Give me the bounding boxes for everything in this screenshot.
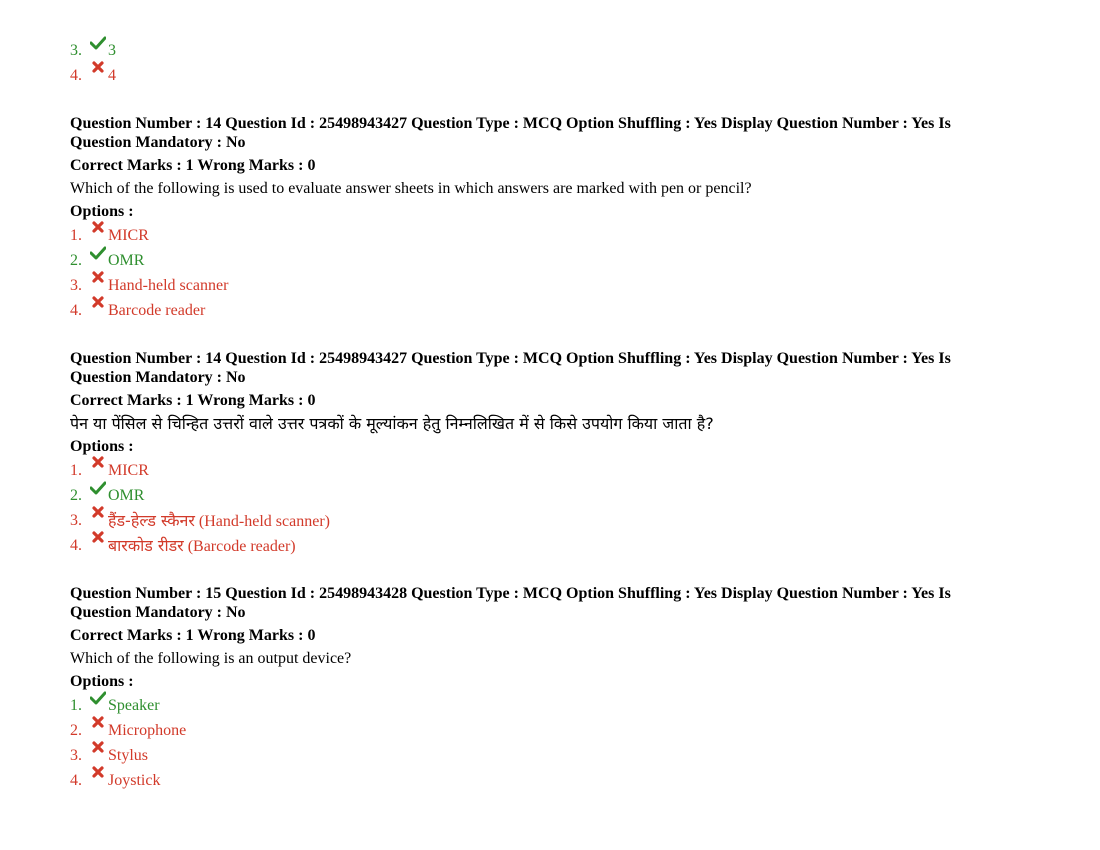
question-block <box>70 114 1030 323</box>
question-header: Question Number : 14 Question Id : 25498943427 Question Type : MCQ Option Shuffling : Yes Display Question Number : Yes Is Question Mandatory : No <box>70 115 951 151</box>
cross-icon <box>88 741 108 759</box>
cross-icon <box>88 221 108 239</box>
check-icon <box>88 36 108 54</box>
option-number: 3. <box>70 42 82 59</box>
question-marks: Correct Marks : 1 Wrong Marks : 0 <box>70 157 316 174</box>
option-row <box>70 458 1030 483</box>
option-number: 3. <box>70 512 82 529</box>
question-marks: Correct Marks : 1 Wrong Marks : 0 <box>70 392 316 409</box>
option-row <box>70 483 1030 508</box>
question-header: Question Number : 15 Question Id : 25498943428 Question Type : MCQ Option Shuffling : Yes Display Question Number : Yes Is Question Mandatory : No <box>70 585 951 621</box>
option-row <box>70 223 1030 248</box>
option-text <box>108 508 330 534</box>
option-text <box>108 533 296 559</box>
options-label: Options : <box>70 673 134 690</box>
option-text: 4 <box>108 67 116 84</box>
option-row <box>70 533 1030 558</box>
option-row <box>70 298 1030 323</box>
option-row <box>70 768 1030 793</box>
document-page <box>70 38 1030 793</box>
option-text: MICR <box>108 227 149 244</box>
option-english-text: (Hand-held scanner) <box>198 512 330 530</box>
question-header: Question Number : 14 Question Id : 25498943427 Question Type : MCQ Option Shuffling : Yes Display Question Number : Yes Is Question Mandatory : No <box>70 350 951 386</box>
option-text: OMR <box>108 487 145 504</box>
option-number: 2. <box>70 722 82 739</box>
option-row <box>70 693 1030 718</box>
cross-icon <box>88 296 108 314</box>
options-label: Options : <box>70 203 134 220</box>
check-icon <box>88 691 108 709</box>
option-number: 3. <box>70 277 82 294</box>
option-row <box>70 718 1030 743</box>
option-text: Speaker <box>108 697 160 714</box>
option-number: 1. <box>70 227 82 244</box>
question-text: पेन या पेंसिल से चिन्हित उत्तरों वाले उत्तर पत्रकों के मूल्यांकन हेतु निम्नलिखित में से किसे उपयोग किया जाता है? <box>70 414 714 433</box>
option-hindi-text: हैंड-हेल्ड स्कैनर <box>108 510 195 530</box>
question-text: Which of the following is an output device? <box>70 650 352 667</box>
cross-icon <box>88 61 108 79</box>
option-text: Microphone <box>108 722 187 739</box>
option-text: Hand-held scanner <box>108 277 229 294</box>
option-row <box>70 63 1030 88</box>
spacer <box>70 558 1030 584</box>
question-text: Which of the following is used to evaluate answer sheets in which answers are marked with pen or pencil? <box>70 180 752 197</box>
option-number: 2. <box>70 487 82 504</box>
cross-icon <box>88 716 108 734</box>
option-number: 2. <box>70 252 82 269</box>
spacer <box>70 88 1030 114</box>
spacer <box>70 323 1030 349</box>
option-text: OMR <box>108 252 145 269</box>
option-english-text: (Barcode reader) <box>187 537 296 555</box>
check-icon <box>88 246 108 264</box>
option-number: 4. <box>70 302 82 319</box>
question-marks: Correct Marks : 1 Wrong Marks : 0 <box>70 627 316 644</box>
previous-question-options <box>70 38 1030 88</box>
option-row <box>70 508 1030 533</box>
option-text: Joystick <box>108 772 161 789</box>
option-number: 4. <box>70 772 82 789</box>
option-row <box>70 248 1030 273</box>
option-row <box>70 273 1030 298</box>
check-icon <box>88 481 108 499</box>
option-text: 3 <box>108 42 116 59</box>
cross-icon <box>88 766 108 784</box>
option-text: Barcode reader <box>108 302 206 319</box>
option-number: 3. <box>70 747 82 764</box>
cross-icon <box>88 456 108 474</box>
option-hindi-text: बारकोड रीडर <box>108 535 184 555</box>
cross-icon <box>88 531 108 549</box>
options-label: Options : <box>70 438 134 455</box>
option-row <box>70 38 1030 63</box>
option-number: 1. <box>70 697 82 714</box>
option-text: Stylus <box>108 747 149 764</box>
question-block <box>70 584 1030 793</box>
cross-icon <box>88 271 108 289</box>
option-number: 4. <box>70 67 82 84</box>
cross-icon <box>88 506 108 524</box>
option-text: MICR <box>108 462 149 479</box>
option-row <box>70 743 1030 768</box>
option-number: 1. <box>70 462 82 479</box>
option-number: 4. <box>70 537 82 554</box>
question-block <box>70 349 1030 558</box>
